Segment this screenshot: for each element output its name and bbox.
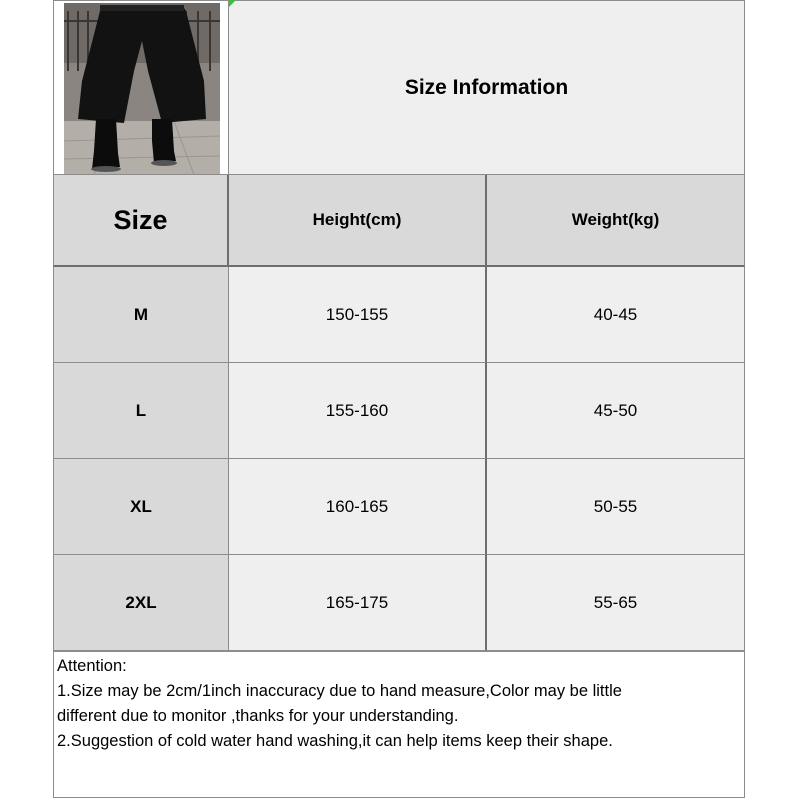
page-title: Size Information [404,75,569,99]
attention-notes [53,651,745,798]
table-row [53,267,745,363]
table-row [53,459,745,555]
weight-cell: 45-50 [487,363,745,459]
weight-cell: 55-65 [487,555,745,651]
notes-heading: Attention: [57,657,127,675]
notes-line: 1.Size may be 2cm/1inch inaccuracy due to hand measure,Color may be little [57,682,622,700]
size-cell: 2XL [53,555,229,651]
green-corner-mark [229,0,236,7]
size-cell: L [53,363,229,459]
notes-line: 2.Suggestion of cold water hand washing,it can help items keep their shape. [57,732,613,750]
height-cell: 165-175 [229,555,487,651]
size-information-header [229,0,745,175]
height-cell: 160-165 [229,459,487,555]
size-cell: XL [53,459,229,555]
size-column-header: Size [53,175,229,267]
table-row [53,363,745,459]
weight-cell: 40-45 [487,267,745,363]
product-photo [53,0,229,175]
size-table [53,175,745,651]
size-cell: M [53,267,229,363]
height-cell: 150-155 [229,267,487,363]
notes-line: different due to monitor ,thanks for your understanding. [57,707,459,725]
weight-cell: 50-55 [487,459,745,555]
table-row [53,555,745,651]
height-cell: 155-160 [229,363,487,459]
product-photo-icon [54,1,229,175]
height-column-header: Height(cm) [229,175,487,267]
table-header-row [53,175,745,267]
weight-column-header: Weight(kg) [487,175,745,267]
